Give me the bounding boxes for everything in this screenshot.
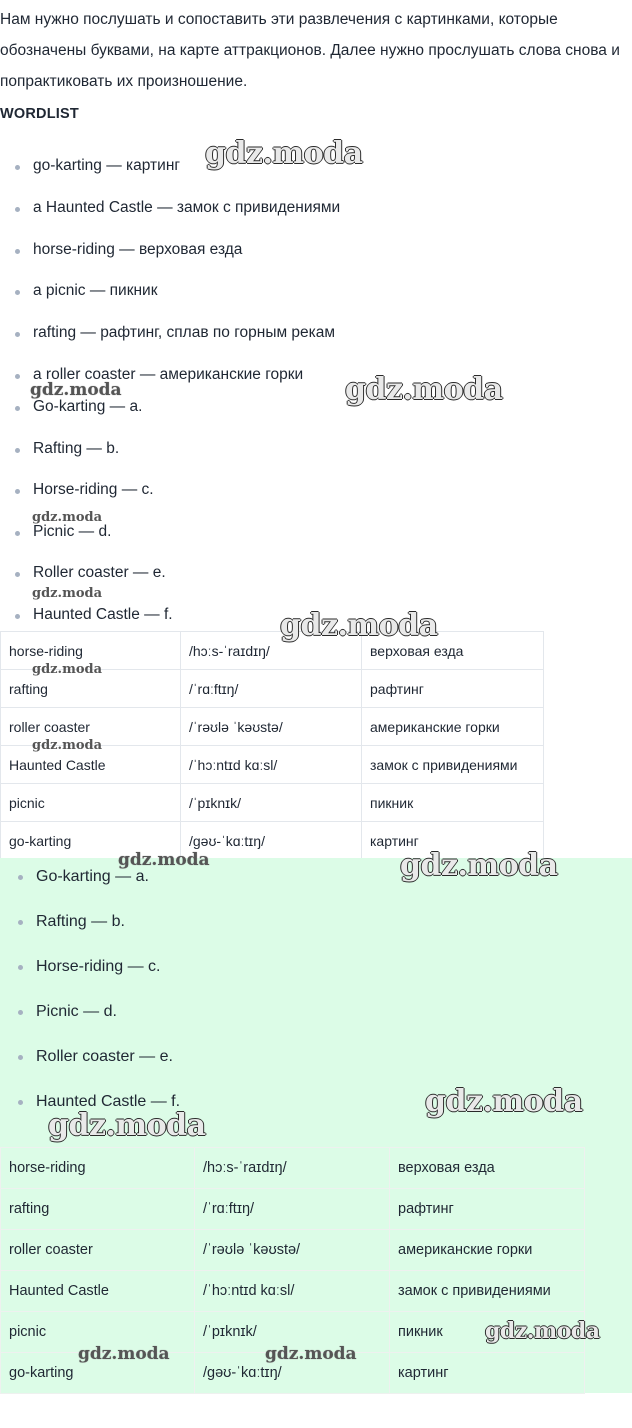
- list-item-text: Picnic — d.: [36, 1003, 117, 1020]
- list-item-text: Rafting — b.: [36, 913, 125, 930]
- table-row: [1, 1312, 585, 1353]
- bullet-icon: [18, 1100, 23, 1105]
- list-item: [0, 1083, 180, 1128]
- table-cell: Haunted Castle: [1, 746, 181, 784]
- watermark-logo: gdz.moda: [30, 380, 122, 400]
- bullet-icon: [15, 249, 20, 254]
- table-row: [1, 1230, 585, 1271]
- list-item-text: Haunted Castle — f.: [33, 605, 173, 623]
- table-cell: /ˈrɑːftɪŋ/: [181, 670, 362, 708]
- table-cell: /gəʊ-ˈkɑːtɪŋ/: [181, 822, 362, 860]
- list-item-text: Go-karting — a.: [33, 398, 143, 415]
- bullet-icon: [18, 875, 23, 880]
- table-cell: picnic: [1, 784, 181, 822]
- bullet-icon: [15, 572, 20, 577]
- table-row: [1, 1353, 585, 1394]
- bullet-icon: [15, 614, 20, 619]
- table-cell: картинг: [362, 822, 544, 860]
- list-item-text: Horse-riding — c.: [33, 481, 154, 499]
- list-item-text: Horse-riding — c.: [36, 958, 161, 975]
- list-item-text: a picnic — пикник: [33, 282, 158, 300]
- table-cell: roller coaster: [1, 708, 181, 746]
- table-cell: пикник: [390, 1312, 585, 1353]
- list-item: [0, 194, 340, 236]
- bullet-icon: [15, 332, 20, 337]
- bullet-icon: [15, 489, 20, 494]
- list-item: [0, 394, 173, 436]
- list-item-text: Rafting — b.: [33, 439, 120, 457]
- list-item-text: go-karting — картинг: [33, 157, 181, 174]
- table-cell: верховая езда: [390, 1148, 585, 1189]
- table-cell: Haunted Castle: [1, 1271, 195, 1312]
- list-item: [0, 277, 340, 319]
- watermark-logo: gdz.moda: [32, 586, 103, 601]
- table-cell: рафтинг: [362, 670, 544, 708]
- table-cell: /ˈrɑːftɪŋ/: [195, 1189, 390, 1230]
- table-cell: /ˈrəʊlə ˈkəʊstə/: [195, 1230, 390, 1271]
- table-row: [1, 708, 544, 746]
- bullet-icon: [15, 406, 20, 411]
- watermark-logo: gdz.moda: [425, 1084, 583, 1119]
- bullet-icon: [15, 531, 20, 536]
- table-row: [1, 822, 544, 860]
- table-cell: замок с привидениями: [362, 746, 544, 784]
- list-item: [0, 236, 340, 278]
- table-cell: /ˈrəʊlə ˈkəʊstə/: [181, 708, 362, 746]
- list-item: [0, 477, 173, 519]
- table-cell: верховая езда: [362, 632, 544, 670]
- answers-list-highlighted: [0, 858, 180, 1128]
- table-cell: рафтинг: [390, 1189, 585, 1230]
- table-cell: американские горки: [362, 708, 544, 746]
- bullet-icon: [18, 1010, 23, 1015]
- intro-paragraph: Нам нужно послушать и сопоставить эти развлечения с картинками, которые обозначены буквами, на карте аттракционов. Далее нужно прослушать слова снова и попрактиковать их произношение.: [0, 11, 620, 90]
- pronunciation-table: [0, 631, 544, 860]
- list-item: [0, 948, 180, 993]
- table-cell: horse-riding: [1, 632, 181, 670]
- watermark-logo: gdz.moda: [32, 510, 103, 525]
- table-row: [1, 746, 544, 784]
- list-item: [0, 858, 180, 903]
- list-item-text: horse-riding — верховая езда: [33, 240, 243, 258]
- watermark-logo: gdz.moda: [265, 1344, 357, 1364]
- watermark-logo: gdz.moda: [118, 850, 210, 870]
- list-item-text: rafting — рафтинг, сплав по горным рекам: [33, 324, 336, 342]
- bullet-icon: [18, 920, 23, 925]
- table-cell: rafting: [1, 670, 181, 708]
- bullet-icon: [15, 207, 20, 212]
- watermark-logo: gdz.moda: [32, 738, 103, 753]
- list-item: [0, 903, 180, 948]
- list-item-text: Picnic — d.: [33, 522, 112, 540]
- watermark-logo: gdz.moda: [485, 1318, 600, 1344]
- list-item: [0, 436, 173, 478]
- list-item: [0, 319, 340, 361]
- table-cell: roller coaster: [1, 1230, 195, 1271]
- watermark-logo: gdz.moda: [32, 662, 103, 677]
- table-cell: go-karting: [1, 822, 181, 860]
- table-cell: /ˈpɪknɪk/: [181, 784, 362, 822]
- table-row: [1, 632, 544, 670]
- table-cell: /ˈhɔːntɪd kɑːsl/: [181, 746, 362, 784]
- bullet-icon: [15, 374, 20, 379]
- list-item-text: Roller coaster — e.: [33, 564, 166, 582]
- list-item-text: a Haunted Castle — замок с привидениями: [33, 198, 341, 216]
- watermark-logo: gdz.moda: [205, 136, 363, 171]
- table-cell: замок с привидениями: [390, 1271, 585, 1312]
- wordlist: [0, 152, 340, 403]
- table-row: [1, 1148, 585, 1189]
- bullet-icon: [15, 165, 20, 170]
- table-cell: американские горки: [390, 1230, 585, 1271]
- bullet-icon: [18, 1055, 23, 1060]
- table-cell: rafting: [1, 1189, 195, 1230]
- bullet-icon: [15, 448, 20, 453]
- list-item: [0, 1038, 180, 1083]
- table-cell: picnic: [1, 1312, 195, 1353]
- bullet-icon: [18, 965, 23, 970]
- watermark-logo: gdz.moda: [400, 848, 558, 883]
- list-item-text: a roller coaster — американские горки: [33, 365, 304, 383]
- watermark-logo: gdz.moda: [345, 372, 503, 407]
- table-row: [1, 1271, 585, 1312]
- table-cell: /ˈhɔːntɪd kɑːsl/: [195, 1271, 390, 1312]
- table-cell: /ˈpɪknɪk/: [195, 1312, 390, 1353]
- table-cell: пикник: [362, 784, 544, 822]
- wordlist-heading: WORDLIST: [0, 106, 79, 122]
- list-item: [0, 560, 173, 602]
- table-row: [1, 1189, 585, 1230]
- table-cell: go-karting: [1, 1353, 195, 1394]
- watermark-logo: gdz.moda: [48, 1108, 206, 1143]
- list-item: [0, 993, 180, 1038]
- watermark-logo: gdz.moda: [280, 608, 438, 643]
- table-cell: картинг: [390, 1353, 585, 1394]
- list-item: [0, 519, 173, 561]
- table-cell: /hɔːs-ˈraɪdɪŋ/: [195, 1148, 390, 1189]
- bullet-icon: [15, 290, 20, 295]
- table-row: [1, 670, 544, 708]
- list-item-text: Roller coaster — e.: [36, 1048, 173, 1065]
- table-cell: /hɔːs-ˈraɪdɪŋ/: [181, 632, 362, 670]
- table-row: [1, 784, 544, 822]
- list-item-text: Haunted Castle — f.: [36, 1093, 181, 1110]
- pronunciation-table-highlighted: [0, 1147, 585, 1394]
- watermark-logo: gdz.moda: [78, 1344, 170, 1364]
- table-cell: horse-riding: [1, 1148, 195, 1189]
- table-cell: /gəʊ-ˈkɑːtɪŋ/: [195, 1353, 390, 1394]
- list-item: [0, 152, 340, 194]
- answers-list: [0, 394, 173, 644]
- list-item-text: Go-karting — a.: [36, 868, 149, 885]
